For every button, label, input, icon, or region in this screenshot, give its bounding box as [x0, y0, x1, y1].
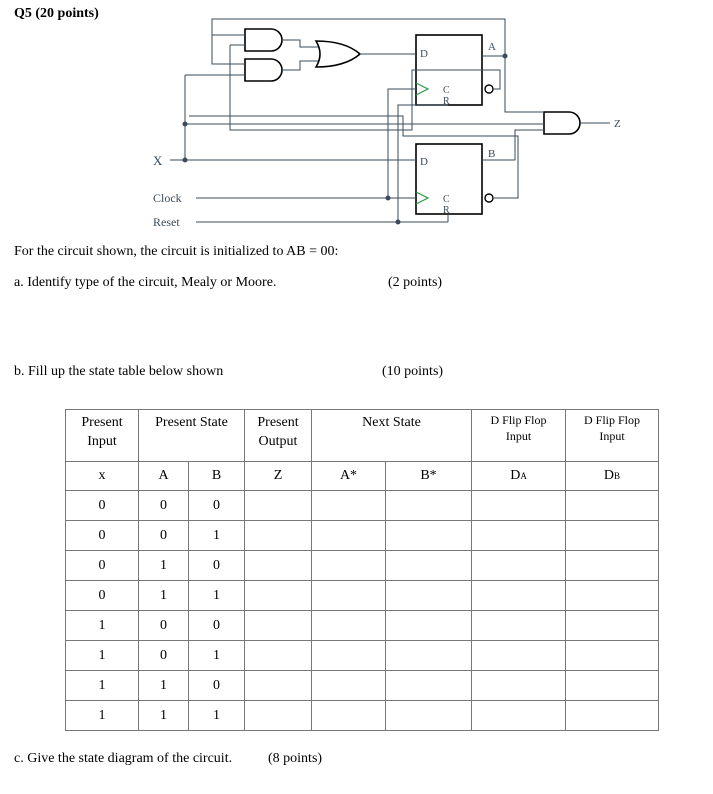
blank-cell[interactable]	[312, 701, 386, 731]
blank-cell[interactable]	[245, 581, 312, 611]
blank-cell[interactable]	[312, 491, 386, 521]
cell-b: 1	[189, 641, 245, 671]
part-b-points: (10 points)	[382, 364, 444, 379]
blank-cell[interactable]	[312, 521, 386, 551]
and-gate-2	[245, 59, 282, 81]
blank-cell[interactable]	[566, 581, 659, 611]
blank-cell[interactable]	[472, 641, 566, 671]
cell-b: 0	[189, 671, 245, 701]
blank-cell[interactable]	[312, 611, 386, 641]
blank-cell[interactable]	[386, 641, 472, 671]
intro-text: For the circuit shown, the circuit is initialized to AB = 00:	[14, 244, 339, 259]
sub-db: DB	[566, 462, 659, 491]
blank-cell[interactable]	[386, 521, 472, 551]
clock-label: Clock	[153, 191, 182, 205]
blank-cell[interactable]	[386, 701, 472, 731]
sub-a: A	[139, 462, 189, 491]
header-dff-a: D Flip Flop Input	[472, 410, 566, 462]
reset-label: Reset	[153, 215, 180, 229]
ff-b-c-label: C	[443, 194, 450, 205]
blank-cell[interactable]	[245, 671, 312, 701]
cell-x: 0	[66, 581, 139, 611]
sub-b: B	[189, 462, 245, 491]
table-row	[66, 551, 659, 581]
table-row	[66, 611, 659, 641]
header-next-state: Next State	[312, 410, 472, 462]
table-row	[66, 521, 659, 551]
sub-x: x	[66, 462, 139, 491]
state-table	[65, 409, 659, 731]
blank-cell[interactable]	[472, 611, 566, 641]
cell-a: 0	[139, 611, 189, 641]
blank-cell[interactable]	[245, 491, 312, 521]
and-gate-output	[544, 112, 580, 134]
x-input-label: X	[153, 153, 163, 168]
blank-cell[interactable]	[566, 701, 659, 731]
blank-cell[interactable]	[566, 521, 659, 551]
blank-cell[interactable]	[472, 551, 566, 581]
cell-b: 1	[189, 521, 245, 551]
header-dff-b: D Flip Flop Input	[566, 410, 659, 462]
cell-b: 1	[189, 701, 245, 731]
header-present-state: Present State	[139, 410, 245, 462]
cell-a: 0	[139, 521, 189, 551]
ff-a-d-label: D	[420, 48, 428, 60]
cell-x: 0	[66, 551, 139, 581]
table-row	[66, 641, 659, 671]
blank-cell[interactable]	[386, 671, 472, 701]
cell-b: 0	[189, 491, 245, 521]
header-present-output: Present Output	[245, 410, 312, 462]
blank-cell[interactable]	[566, 491, 659, 521]
cell-b: 0	[189, 611, 245, 641]
blank-cell[interactable]	[472, 521, 566, 551]
table-row	[66, 581, 659, 611]
ff-a-c-label: C	[443, 85, 450, 96]
sub-b-next: B*	[386, 462, 472, 491]
ff-b-output-label: B	[488, 148, 496, 160]
header-present-input: Present Input	[66, 410, 139, 462]
question-title: Q5 (20 points)	[14, 6, 99, 21]
ff-b-r-label: R	[443, 205, 450, 216]
part-c-text: c. Give the state diagram of the circuit.	[14, 751, 233, 766]
sub-z: Z	[245, 462, 312, 491]
blank-cell[interactable]	[472, 671, 566, 701]
blank-cell[interactable]	[386, 491, 472, 521]
cell-x: 0	[66, 521, 139, 551]
blank-cell[interactable]	[566, 641, 659, 671]
cell-a: 0	[139, 491, 189, 521]
blank-cell[interactable]	[312, 551, 386, 581]
blank-cell[interactable]	[386, 611, 472, 641]
blank-cell[interactable]	[245, 521, 312, 551]
cell-b: 1	[189, 581, 245, 611]
circuit-diagram	[0, 0, 713, 240]
cell-a: 1	[139, 671, 189, 701]
blank-cell[interactable]	[566, 671, 659, 701]
cell-x: 1	[66, 671, 139, 701]
blank-cell[interactable]	[566, 611, 659, 641]
blank-cell[interactable]	[245, 611, 312, 641]
sub-da: DA	[472, 462, 566, 491]
cell-b: 0	[189, 551, 245, 581]
blank-cell[interactable]	[312, 641, 386, 671]
blank-cell[interactable]	[245, 551, 312, 581]
blank-cell[interactable]	[386, 581, 472, 611]
blank-cell[interactable]	[472, 491, 566, 521]
blank-cell[interactable]	[245, 641, 312, 671]
sub-a-next: A*	[312, 462, 386, 491]
cell-x: 1	[66, 611, 139, 641]
z-output-label: Z	[614, 118, 621, 130]
part-a-text: a. Identify type of the circuit, Mealy or Moore.	[14, 275, 277, 290]
blank-cell[interactable]	[472, 701, 566, 731]
ff-a-output-label: A	[488, 41, 496, 53]
cell-a: 1	[139, 551, 189, 581]
part-a-points: (2 points)	[388, 275, 443, 290]
table-row	[66, 701, 659, 731]
cell-a: 1	[139, 581, 189, 611]
blank-cell[interactable]	[245, 701, 312, 731]
part-b-text: b. Fill up the state table below shown	[14, 364, 224, 379]
ff-b-d-label: D	[420, 156, 428, 168]
blank-cell[interactable]	[386, 551, 472, 581]
blank-cell[interactable]	[312, 671, 386, 701]
cell-x: 1	[66, 701, 139, 731]
blank-cell[interactable]	[312, 581, 386, 611]
or-gate	[316, 41, 360, 67]
cell-a: 0	[139, 641, 189, 671]
ff-a-r-label: R	[443, 96, 450, 107]
blank-cell[interactable]	[472, 581, 566, 611]
cell-x: 0	[66, 491, 139, 521]
table-row	[66, 671, 659, 701]
table-row	[66, 491, 659, 521]
and-gate-1	[245, 29, 282, 51]
blank-cell[interactable]	[566, 551, 659, 581]
cell-a: 1	[139, 701, 189, 731]
cell-x: 1	[66, 641, 139, 671]
part-c-points: (8 points)	[268, 751, 323, 766]
